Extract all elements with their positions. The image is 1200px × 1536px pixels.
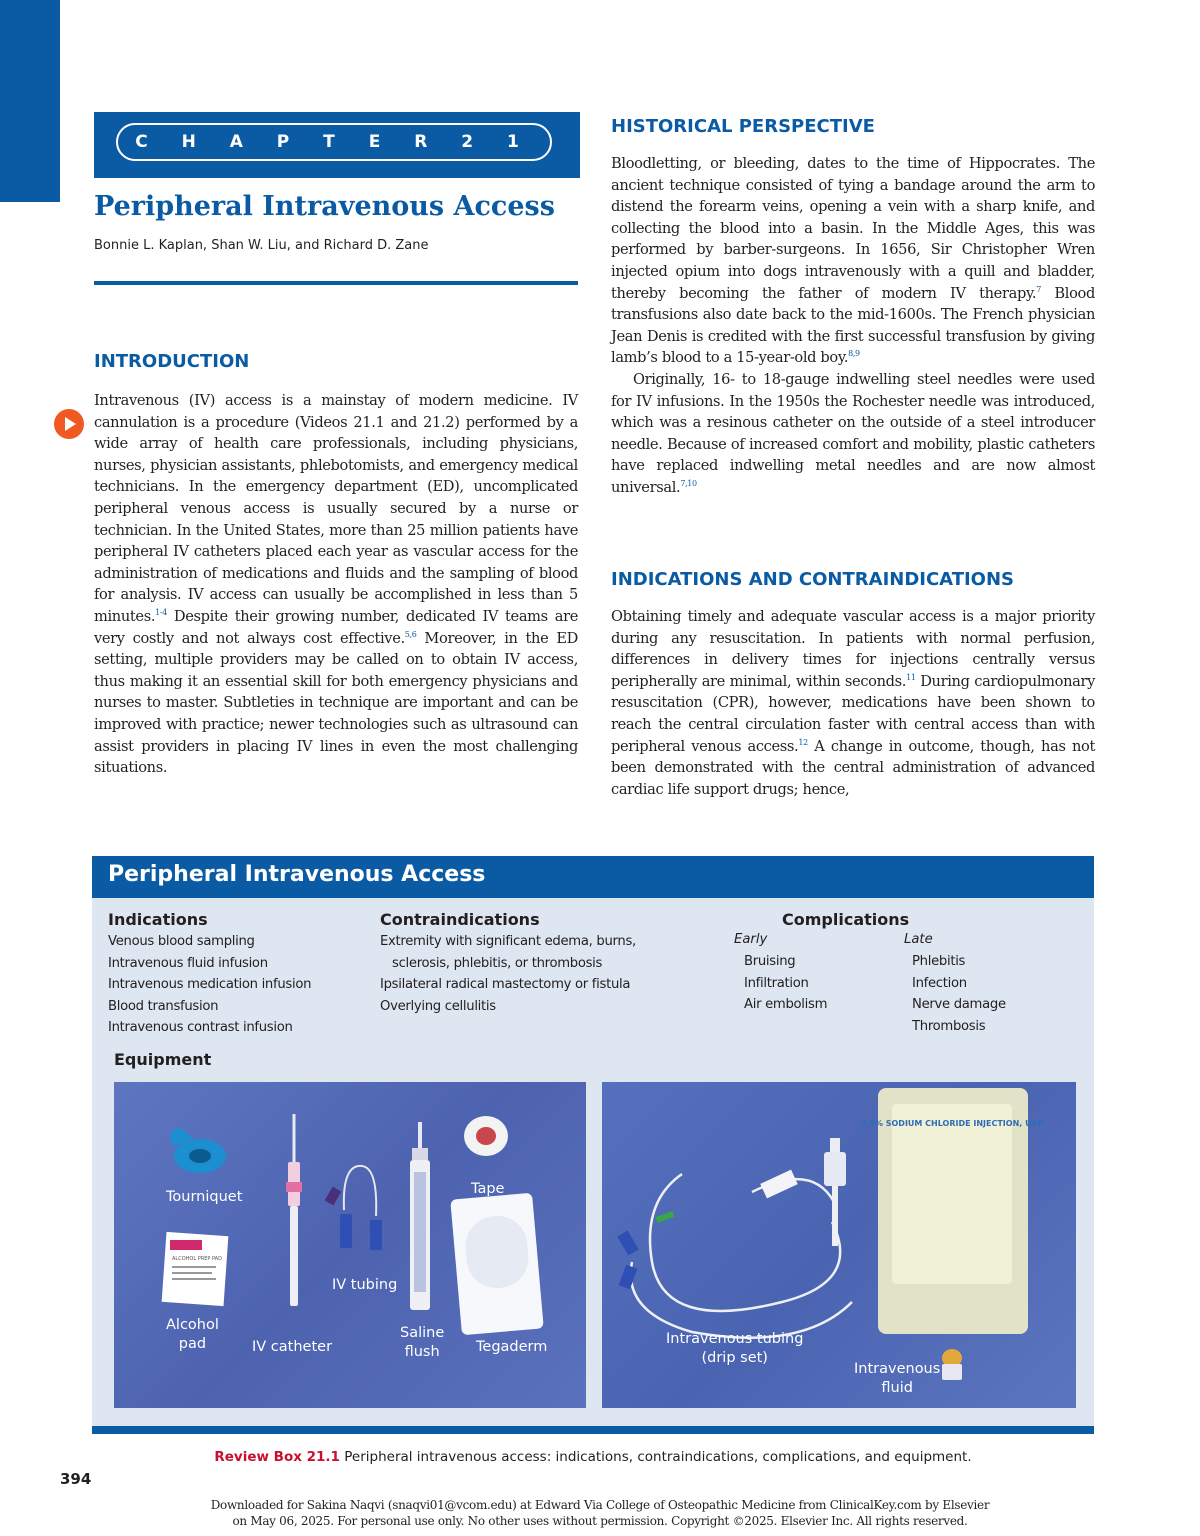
historical-perspective-text: Bloodletting, or bleeding, dates to the time of Hippocrates. The ancient technique consisted of tying a bandage around the arm to distend the forearm veins, opening a vein with a sharp knife, and collecting the blood into a basin. In the Middle Ages, this was performed by barber-surgeons. In 1656, Sir Christopher Wren injected opium into dogs intravenously with a quill and bladder, thereby becoming the father of modern IV therapy.$^7$ Blood transfusions also date back to the mid-1600s. The French physician Jean Denis is credited with the first successful transfusion by giving lamb’s blood to a 15-year-old boy.$^{8,9}$ Originally, 16- to 18-gauge indwelling steel needles were used for IV infusions. In the 1950s the Rochester needle was introduced, which was a resinous catheter on the outside of a steel introducer needle. Because of increased comfort and mobility, plastic catheters have replaced indwelling metal needles and are now almost universal.$^{7,10}$ bbox=[611, 155, 1095, 496]
complications-heading: Complications bbox=[782, 910, 910, 929]
iv-fluid-label: Intravenous fluid bbox=[854, 1361, 941, 1396]
iv-catheter-image bbox=[286, 1114, 302, 1306]
saline-flush-image bbox=[410, 1122, 430, 1310]
list-item: Bruising bbox=[744, 954, 796, 969]
iv-catheter-label: IV catheter bbox=[252, 1339, 333, 1355]
iv-bag-text: 0.9% SODIUM CHLORIDE INJECTION, USP bbox=[860, 1119, 1044, 1128]
citation[interactable]: 7,10 bbox=[680, 479, 697, 489]
citation[interactable]: 1-4 bbox=[155, 608, 167, 618]
chapter-label: C H A P T E R 2 1 bbox=[116, 123, 552, 161]
download-footer bbox=[150, 1497, 1050, 1529]
early-complications-list bbox=[744, 951, 827, 1016]
list-item: Intravenous medication infusion bbox=[108, 977, 312, 992]
list-item: Infiltration bbox=[744, 975, 809, 991]
list-item: Ipsilateral radical mastectomy or fistula bbox=[380, 977, 631, 992]
list-item: Blood transfusion bbox=[108, 998, 219, 1014]
list-item: Venous blood sampling bbox=[108, 934, 255, 949]
citation[interactable]: 5,6 bbox=[404, 629, 417, 639]
saline-flush-label: Saline flush bbox=[400, 1325, 445, 1360]
caption-text: Peripheral intravenous access: indications, contraindications, complications, and equipment. bbox=[339, 1449, 972, 1465]
introduction-text: Intravenous (IV) access is a mainstay of modern medicine. IV cannulation is a procedure (Videos 21.1 and 21.2) performed by a wide array of health care professionals, including physicians, nurses, physician assistants, phlebotomists, and emergency medical technicians. In the emergency department (ED), uncomplicated peripheral venous access is usually secured by a nurse or technician. In the United States, more than 25 million patients have peripheral IV catheters placed each year as vascular access for the administration of medications and fluids and the sampling of blood for analysis. IV access can usually be accomplished in less than 5 minutes.$^{1-4}$ Despite their growing number, dedicated IV teams are very costly and not always cost effective.$^{5,6}$ Moreover, in the ED setting, multiple providers may be called on to obtain IV access, thus making it an essential skill for both emergency physicians and nurses to master. Subtleties in technique are important and can be improved with practice; newer technologies such as ultrasound can assist providers in placing IV lines in even the most challenging situations. bbox=[94, 392, 578, 777]
review-box-header bbox=[92, 856, 1094, 898]
chapter-authors: Bonnie L. Kaplan, Shan W. Liu, and Richard D. Zane bbox=[94, 238, 429, 253]
citation[interactable]: 7 bbox=[1036, 284, 1041, 294]
tourniquet-label: Tourniquet bbox=[166, 1189, 243, 1205]
chapter-title: Peripheral Intravenous Access bbox=[94, 191, 555, 222]
contraindications-heading: Contraindications bbox=[380, 910, 540, 929]
alcohol-pad-label: Alcohol pad bbox=[166, 1317, 219, 1352]
tape-image bbox=[464, 1116, 508, 1156]
list-item: Overlying cellulitis bbox=[380, 998, 496, 1014]
citation[interactable]: 8,9 bbox=[848, 349, 860, 359]
review-box bbox=[92, 856, 1094, 1434]
list-item: Thrombosis bbox=[912, 1018, 986, 1034]
tape-label: Tape bbox=[471, 1181, 505, 1197]
equipment-photo-right bbox=[602, 1082, 1076, 1408]
historical-perspective-heading: HISTORICAL PERSPECTIVE bbox=[611, 116, 875, 137]
drip-set-label: Intravenous tubing (drip set) bbox=[666, 1331, 804, 1366]
list-item: Infection bbox=[912, 975, 967, 991]
drip-set-image bbox=[631, 1174, 852, 1338]
list-item: sclerosis, phlebitis, or thrombosis bbox=[392, 955, 603, 971]
citation[interactable]: 12 bbox=[798, 737, 808, 747]
contraindications-list bbox=[380, 931, 636, 1017]
iv-bag-image bbox=[861, 1088, 1044, 1380]
late-complications-heading: Late bbox=[904, 932, 933, 947]
list-item: Nerve damage bbox=[912, 997, 1006, 1012]
tegaderm-image bbox=[450, 1193, 544, 1336]
caption-label: Review Box 21.1 bbox=[214, 1449, 340, 1465]
tegaderm-label: Tegaderm bbox=[476, 1339, 548, 1355]
chapter-banner bbox=[94, 112, 580, 178]
title-rule bbox=[94, 281, 578, 285]
list-item: Intravenous fluid infusion bbox=[108, 955, 268, 971]
page-number: 394 bbox=[60, 1470, 92, 1488]
late-complications-list bbox=[912, 951, 1006, 1037]
early-complications-heading: Early bbox=[734, 932, 768, 947]
citation[interactable]: 11 bbox=[906, 672, 916, 682]
list-item: Phlebitis bbox=[912, 954, 966, 969]
indications-list bbox=[108, 931, 311, 1039]
play-video-icon[interactable] bbox=[54, 409, 84, 439]
list-item: Extremity with significant edema, burns, bbox=[380, 934, 636, 949]
review-box-caption bbox=[92, 1449, 1094, 1465]
equipment-photo-left bbox=[114, 1082, 586, 1408]
indications-contraindications-heading: INDICATIONS AND CONTRAINDICATIONS bbox=[611, 569, 1015, 590]
footer-line-2: on May 06, 2025. For personal use only. No other uses without permission. Copyright ©2025. Elsevier Inc. All rights reserved. bbox=[232, 1514, 968, 1528]
tourniquet-image bbox=[170, 1128, 226, 1173]
indications-contraindications-text: Obtaining timely and adequate vascular access is a major priority during any resuscitation. In patients with normal perfusion, differences in delivery times for injections centrally versus peripherally are minimal, within seconds.$^{11}$ During cardiopulmonary resuscitation (CPR), however, medications have been shown to reach the central circulation faster with central access than with peripheral venous access.$^{12}$ A change in outcome, though, has not been demonstrated with the central administration of advanced cardiac life support drugs; hence, bbox=[611, 608, 1095, 798]
alcohol-pad-image bbox=[162, 1232, 229, 1306]
review-box-title: Peripheral Intravenous Access bbox=[108, 862, 486, 887]
indications-heading: Indications bbox=[108, 910, 208, 929]
alcohol-packet-text: ALCOHOL PREP PAD bbox=[172, 1256, 222, 1262]
introduction-heading: INTRODUCTION bbox=[94, 351, 250, 372]
equipment-illustration bbox=[114, 1082, 586, 1408]
iv-tubing-label: IV tubing bbox=[332, 1277, 398, 1293]
list-item: Intravenous contrast infusion bbox=[108, 1020, 293, 1035]
list-item: Air embolism bbox=[744, 997, 828, 1012]
equipment-heading: Equipment bbox=[114, 1050, 212, 1069]
footer-line-1: Downloaded for Sakina Naqvi (snaqvi01@vcom.edu) at Edward Via College of Osteopathic Medicine from ClinicalKey.com by Elsevier bbox=[210, 1498, 990, 1512]
iv-tubing-image bbox=[325, 1166, 382, 1250]
chapter-side-tab bbox=[0, 0, 60, 202]
